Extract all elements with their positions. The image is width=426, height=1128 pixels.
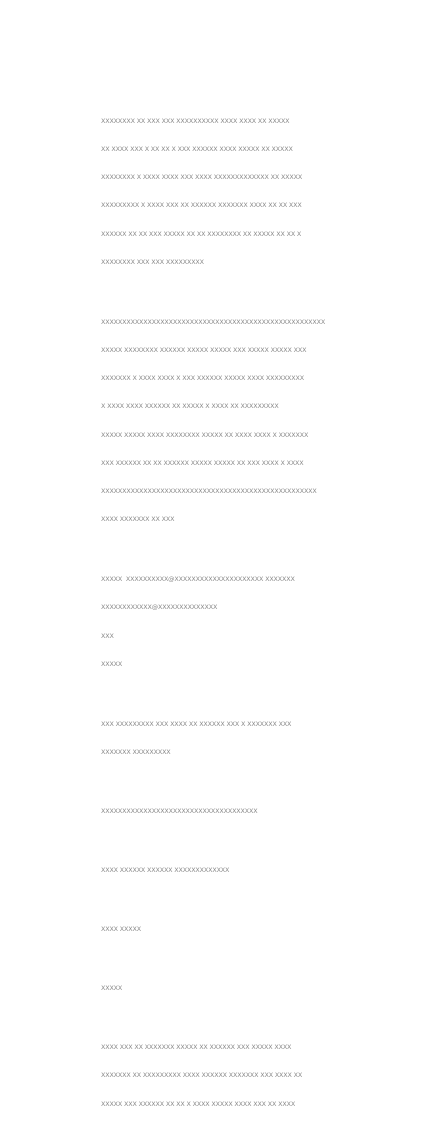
- text-line: XXXXXXXXX X XXXX XXX XX XXXXXX XXXXXXX XXXX XX XX XXX: [101, 201, 302, 210]
- paragraph-9: [101, 1024, 333, 1127]
- text-line: XXXXXX XX XX XXX XXXXX XX XX XXXXXXXX XX XXXXX XX XX X: [101, 229, 302, 238]
- text-line: XXXXX XXXXXXXX XXXXXX XXXXX XXXXX XXX XXXXX XXXXX XXX: [101, 346, 307, 355]
- paragraph-8: [101, 965, 333, 1012]
- text-line: XXXXXXX XX XXXXXXXXX XXXX XXXXXX XXXXXXX XXX XXXX XX: [101, 1071, 303, 1080]
- email-line: XXXXX XXXXXXXXXX@XXXXXXXXXXXXXXXXXXXXX XXXXXXX: [101, 575, 295, 584]
- text-line: XXXXXXX XXXXXXXXX: [101, 748, 171, 757]
- text-line: XXXXXXXX X XXXX XXXX XXX XXXX XXXXXXXXXXXXX XX XXXXX: [101, 173, 303, 182]
- text-line: X XXXX XXXX XXXXXX XX XXXXX X XXXX XX XXXXXXXXX: [101, 402, 279, 411]
- paragraph-5: [101, 788, 333, 835]
- text-line: XXXX XXXXX: [101, 925, 141, 934]
- text-line: XXXXX: [101, 984, 123, 993]
- text-line: XXX XXXXXX XX XX XXXXXX XXXXX XXXXX XX XXX XXXX X XXXX: [101, 458, 304, 467]
- text-line: XXXXXXXX XXX XXX XXXXXXXXX: [101, 257, 204, 266]
- text-line: XXXXXXXXXXXXXXXXXXXXXXXXXXXXXXXXXXXXX: [101, 807, 258, 816]
- text-line: XXXX XXXXXXX XX XXX: [101, 515, 175, 524]
- paragraph-7: [101, 906, 333, 953]
- text-line: XXXXXXXXXXXXXXXXXXXXXXXXXXXXXXXXXXXXXXXXXXXXXXXXXXX: [101, 487, 317, 496]
- text-line: XXXXXXXX XX XXX XXX XXXXXXXXXX XXXX XXXX XX XXXXX: [101, 116, 290, 125]
- paragraph-6: [101, 847, 333, 894]
- paragraph-4: [101, 701, 333, 776]
- paragraph-1: [101, 98, 333, 286]
- text-line: XXXX XXXXXX XXXXXX XXXXXXXXXXXXX: [101, 866, 230, 875]
- text-line: XXX XXXXXXXXX XXX XXXX XX XXXXXX XXX X XXXXXXX XXX: [101, 719, 292, 728]
- text-line: XXXXX XXXXX XXXX XXXXXXXX XXXXX XX XXXX XXXX X XXXXXXX: [101, 430, 309, 439]
- text-line: XXXXXXX X XXXX XXXX X XXX XXXXXX XXXXX XXXX XXXXXXXXX: [101, 374, 304, 383]
- text-line: XXX: [101, 631, 114, 640]
- text-line: XXXXX XXX XXXXXX XX XX X XXXX XXXXX XXXX XXX XX XXXX: [101, 1099, 296, 1108]
- text-line: XXXXXXXXXXXXXXXXXXXXXXXXXXXXXXXXXXXXXXXXXXXXXXXXXXXXX: [101, 317, 326, 326]
- contact-block: [101, 556, 333, 688]
- text-line: XX XXXX XXX X XX XX X XXX XXXXXX XXXX XXXXX XX XXXXX: [101, 145, 293, 154]
- document-body: [101, 98, 333, 1128]
- text-line: XXXXX: [101, 659, 123, 668]
- paragraph-2: [101, 299, 333, 543]
- text-line: XXXX XXX XX XXXXXXX XXXXX XX XXXXXX XXX XXXXX XXXX: [101, 1043, 292, 1052]
- email-line: XXXXXXXXXXXX@XXXXXXXXXXXXXX: [101, 603, 218, 612]
